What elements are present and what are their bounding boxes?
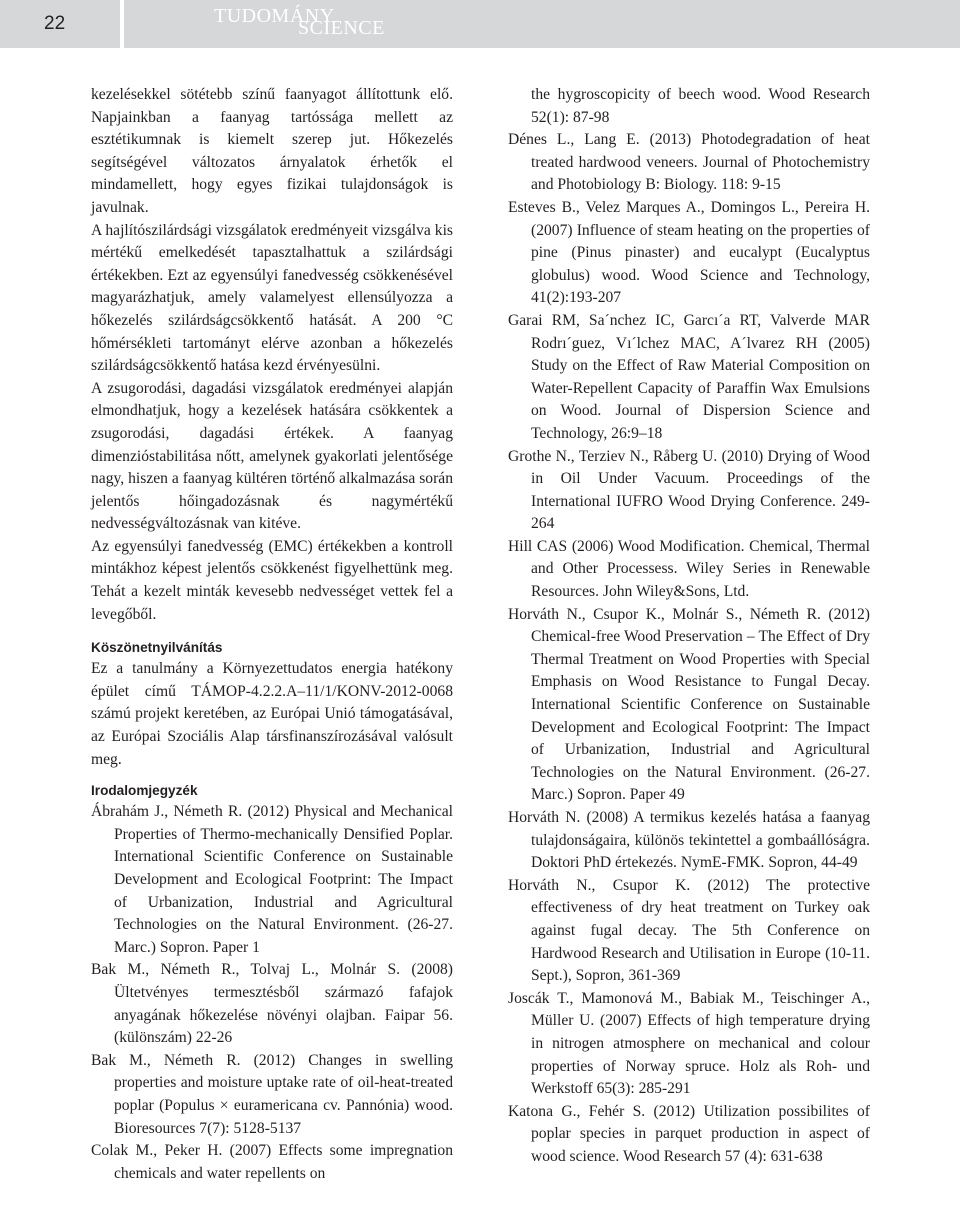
journal-name-hungarian: TUDOMÁNY: [214, 5, 335, 27]
header-divider: [120, 0, 124, 48]
reference-item: Joscák T., Mamonová M., Babiak M., Teischinger A., Müller U. (2007) Effects of high temperature drying in nitrogen atmosphere on mechanical and colour properties of Norway spruce. Holz als Roh- und Werkstoff 65(3): 285-291: [508, 989, 870, 1098]
body-paragraph: kezelésekkel sötétebb színű faanyagot állítottunk elő. Napjainkban a faanyag tartóssága mellett az esztétikumnak is kiemelt szerep jut. Hőkezelés segítségével változatos árnyalatok érhetők el mindamellett, hogy egyes fizikai tulajdonságok is javulnak.: [91, 86, 453, 216]
reference-item: Colak M., Peker H. (2007) Effects some impregnation chemicals and water repellents on: [91, 1142, 453, 1182]
reference-item: Esteves B., Velez Marques A., Domingos L., Pereira H. (2007) Influence of steam heating on the properties of pine (Pinus pinaster) and eucalypt (Eucalyptus globulus) wood. Wood Science and Technology, 41(2):193-207: [508, 198, 870, 307]
reference-item: Bak M., Németh R. (2012) Changes in swelling properties and moisture uptake rate of oil-heat-treated poplar (Populus × euramericana cv. Pannónia) wood. Bioresources 7(7): 5128-5137: [91, 1051, 453, 1137]
reference-item: Katona G., Fehér S. (2012) Utilization possibilites of poplar species in parquet production in aspect of wood science. Wood Research 57 (4): 631-638: [508, 1102, 870, 1165]
acknowledgement-heading: Köszönetnyilvánítás: [91, 640, 223, 656]
page-number: 22: [44, 13, 66, 34]
body-paragraph: A hajlítószilárdsági vizsgálatok eredményeit vizsgálva kis mértékű emelkedését tapasztalhattuk a szilárdsági értékekben. Ezt az egyensúlyi fanedvesség csökkenésével magyarázhatjuk, amely valamelyest ellensúlyozza a hőkezelés szilárdságcsökkentő hatását. A 200 °C hőmérsékleti tartományt elérve azonban a hőkezelés szilárdságcsökkentő hatása kezd érvényesülni.: [91, 221, 453, 375]
journal-name-english: SCIENCE: [298, 17, 385, 39]
left-column: [91, 84, 453, 1185]
acknowledgement-text: Ez a tanulmány a Környezettudatos energia hatékony épület című TÁMOP-4.2.2.A–11/1/KONV-2012-0068 számú projekt keretében, az Európai Unió támogatásával, az Európai Szociális Alap társfinanszírozásával valósult meg.: [91, 660, 453, 768]
page-header: [0, 0, 960, 48]
reference-item: Dénes L., Lang E. (2013) Photodegradation of heat treated hardwood veneers. Journal of Photochemistry and Photobiology B: Biology. 118: 9-15: [508, 131, 870, 194]
body-paragraph: Az egyensúlyi fanedvesség (EMC) értékekben a kontroll mintákhoz képest jelentős csökkenést figyelhettünk meg. Tehát a kezelt minták kevesebb nedvességet vettek fel a levegőből.: [91, 537, 453, 623]
reference-item: Bak M., Németh R., Tolvaj L., Molnár S. (2008) Ültetvényes termesztésből származó fafajok anyagának hőkezelése növényi olajban. Faipar 56.(különszám) 22-26: [91, 961, 453, 1047]
right-column: [508, 84, 870, 1169]
references-heading: Irodalomjegyzék: [91, 783, 198, 799]
body-paragraph: A zsugorodási, dagadási vizsgálatok eredményei alapján elmondhatjuk, hogy a kezelések hatására csökkentek a zsugorodási, dagadási értékek. A faanyag dimenzióstabilitása nőtt, amelynek gyakorlati jelentősége nagy, hiszen a faanyag kültéren történő alkalmazása során jelentős hőingadozásnak és nagymértékű nedvességváltozásnak van kitéve.: [91, 379, 453, 533]
reference-item: Horváth N. (2008) A termikus kezelés hatása a faanyag tulajdonságaira, különös tekintettel a gombaállóságra. Doktori PhD értekezés. NymE-FMK. Sopron, 44-49: [508, 809, 870, 872]
reference-item: Grothe N., Terziev N., Råberg U. (2010) Drying of Wood in Oil Under Vacuum. Proceedings of the International IUFRO Wood Drying Conference. 249-264: [508, 447, 870, 533]
reference-continuation: the hygroscopicity of beech wood. Wood Research 52(1): 87-98: [531, 86, 870, 126]
reference-item: Hill CAS (2006) Wood Modification. Chemical, Thermal and Other Processess. Wiley Series in Renewable Resources. John Wiley&Sons, Ltd.: [508, 537, 870, 601]
reference-item: Horváth N., Csupor K., Molnár S., Németh R. (2012) Chemical-free Wood Preservation – The Effect of Dry Thermal Treatment on Wood Properties with Special Emphasis on Wood Resistance to Fungal Decay. International Scientific Conference on Sustainable Development and Ecological Footprint: The Impact of Urbanization, Industrial and Agricultural Technologies on the Natural Environment. (26-27. Marc.) Sopron. Paper 49: [508, 605, 870, 804]
reference-item: Garai RM, Sa´nchez IC, Garcı´a RT, Valverde MAR Rodrı´guez, Vı´lchez MAC, A´lvarez RH (2005) Study on the Effect of Raw Material Composition on Water-Repellent Capacity of Paraffin Wax Emulsions on Wood. Journal of Dispersion Science and Technology, 26:9–18: [508, 311, 870, 442]
reference-item: Ábrahám J., Németh R. (2012) Physical and Mechanical Properties of Thermo-mechanically Densified Poplar. International Scientific Conference on Sustainable Development and Ecological Footprint: The Impact of Urbanization, Industrial and Agricultural Technologies on the Natural Environment. (26-27. Marc.) Sopron. Paper 1: [91, 803, 453, 956]
reference-item: Horváth N., Csupor K. (2012) The protective effectiveness of dry heat treatment on Turkey oak against fugal decay. The 5th Conference on Hardwood Research and Utilisation in Europe (10-11. Sept.), Sopron, 361-369: [508, 876, 870, 985]
